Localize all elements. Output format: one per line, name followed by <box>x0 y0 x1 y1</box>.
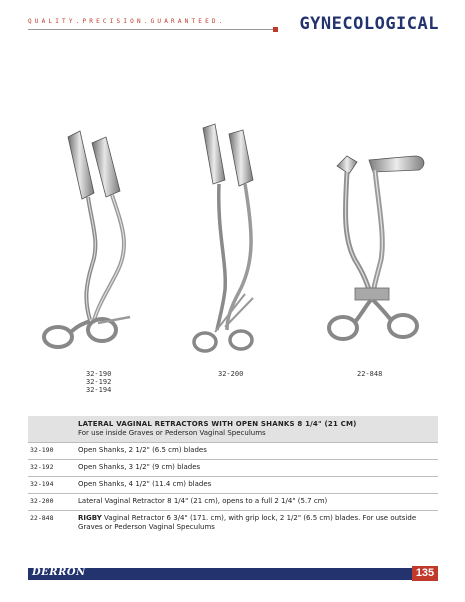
row-description: Open Shanks, 4 1/2" (11.4 cm) blades <box>78 477 438 494</box>
tagline: QUALITY.PRECISION.GUARANTEED. <box>28 18 226 25</box>
row-description-bold: RIGBY <box>78 514 102 522</box>
figure-code: 32-192 <box>86 378 112 386</box>
product-spec-table <box>28 416 438 536</box>
row-code: 32-190 <box>28 443 78 460</box>
table-header-title: LATERAL VAGINAL RETRACTORS WITH OPEN SHANKS 8 1/4" (21 CM) <box>78 420 357 428</box>
figure-2-codes <box>218 370 243 378</box>
table-header-row <box>28 416 438 443</box>
table-header-note: For use inside Graves or Pederson Vaginal Speculums <box>78 429 266 437</box>
row-code: 32-192 <box>28 460 78 477</box>
tagline-accent-square <box>273 27 278 32</box>
row-description: Open Shanks, 2 1/2" (6.5 cm) blades <box>78 443 438 460</box>
table-row <box>28 494 438 511</box>
table-row <box>28 443 438 460</box>
table-row <box>28 511 438 537</box>
row-description: Open Shanks, 3 1/2" (9 cm) blades <box>78 460 438 477</box>
row-description-text: Vaginal Retractor 6 3/4" (171. cm), with grip lock, 2 1/2" (6.5 cm) blades. For use outside Graves or Pederson Vaginal Speculums <box>78 514 417 531</box>
figure-1-codes <box>86 370 111 394</box>
row-code: 22-848 <box>28 511 78 537</box>
retractor-32-200-image <box>175 122 285 367</box>
table-row <box>28 460 438 477</box>
tagline-divider <box>28 29 276 30</box>
figure-code: 32-194 <box>86 386 112 394</box>
figure-3-codes <box>357 370 382 378</box>
page-category-title: GYNECOLOGICAL <box>299 14 439 34</box>
row-code: 32-194 <box>28 477 78 494</box>
row-description: Lateral Vaginal Retractor 8 1/4" (21 cm), opens to a full 2 1/4" (5.7 cm) <box>78 494 438 511</box>
retractor-32-190-image <box>30 125 150 365</box>
retractor-22-848-image <box>315 148 435 363</box>
row-description <box>78 511 438 537</box>
page-number: 135 <box>412 566 438 581</box>
figure-code: 32-200 <box>218 370 244 378</box>
row-code: 32-200 <box>28 494 78 511</box>
table-row <box>28 477 438 494</box>
footer-bar <box>28 568 438 580</box>
figure-code: 22-848 <box>357 370 383 378</box>
brand-logo: DERRON <box>32 567 86 578</box>
figure-code: 32-190 <box>86 370 112 378</box>
